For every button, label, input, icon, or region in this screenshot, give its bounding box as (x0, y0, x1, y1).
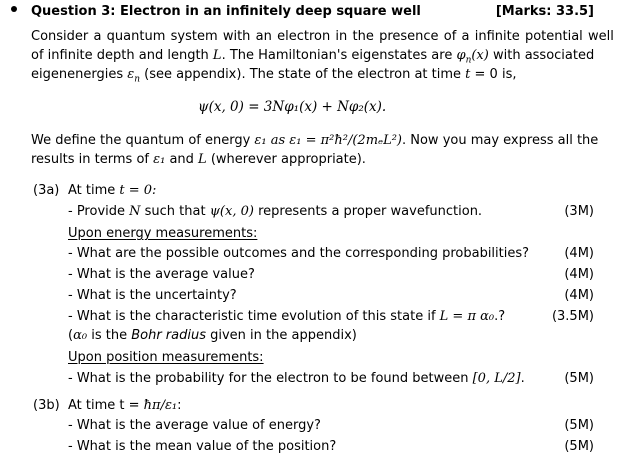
part-a-q3: - What is the average value? (68, 267, 255, 282)
text: is the (87, 328, 132, 343)
math-alpha0: α₀ (73, 328, 88, 343)
part-a-label: (3a) (33, 183, 60, 198)
text: results in terms of (31, 152, 154, 167)
bullet-icon (11, 6, 17, 12)
definition-line-1 (31, 133, 598, 149)
text: such that (140, 204, 210, 219)
math-L: L (212, 48, 222, 63)
text: (see appendix). The state of the electron at time (140, 67, 466, 82)
part-a-q6 (68, 371, 525, 387)
text: We define the quantum of energy (31, 133, 255, 148)
part-a-q5-note (68, 328, 357, 344)
math-N: N (129, 204, 141, 219)
part-b-intro (68, 398, 182, 414)
text: of infinite depth and length (31, 48, 213, 63)
part-a-q6-marks: (5M) (564, 371, 594, 386)
question-marks: [Marks: 33.5] (495, 4, 594, 19)
intro-line-3 (31, 67, 516, 88)
energy-measurements-heading: Upon energy measurements: (68, 226, 258, 241)
part-a-q1-marks: (3M) (564, 204, 594, 219)
text: : (177, 398, 182, 413)
math-epsilon-def: ε₁ as ε₁ = π²ħ²/(2mₑL²) (254, 133, 402, 148)
math-L-pi-alpha: L = π α₀ (439, 309, 495, 324)
text: represents a proper wavefunction. (253, 204, 483, 219)
math-t0: t = 0: (119, 183, 157, 198)
intro-line-2 (31, 48, 594, 69)
math-subscript: n (134, 74, 140, 85)
text: = 0 is, (470, 67, 517, 82)
text: . (520, 371, 525, 386)
text: given in the appendix) (205, 328, 357, 343)
text: - What is the characteristic time evolution of this state if (68, 309, 440, 324)
math-time: ħπ/ε₁ (143, 398, 178, 413)
part-b-q1-marks: (5M) (564, 418, 594, 433)
text: .? (494, 309, 506, 324)
text: . Now you may express all the (401, 133, 599, 148)
text: (wherever appropriate). (206, 152, 366, 167)
math-interval: [0, L/2] (472, 371, 521, 386)
intro-line-1: Consider a quantum system with an electron in the presence of a infinite potential well (31, 29, 614, 44)
text: At time (68, 183, 120, 198)
text: - What is the probability for the electron to be found between (68, 371, 473, 386)
text: - Provide (68, 204, 130, 219)
math-L: L (198, 152, 207, 167)
math-phi: φ (456, 48, 466, 63)
math-epsilon1: ε₁ (153, 152, 166, 167)
part-a-q5-marks: (3.5M) (551, 309, 594, 324)
text: and (165, 152, 199, 167)
part-a-q4-marks: (4M) (564, 288, 594, 303)
math-subscript: n (465, 55, 472, 66)
text: . The Hamiltonian's eigenstates are (221, 48, 457, 63)
position-measurements-heading: Upon position measurements: (68, 350, 264, 365)
part-a-q2: - What are the possible outcomes and the corresponding probabilities? (68, 246, 530, 261)
text: eigenenergies (31, 67, 128, 82)
question-title: Question 3: Electron in an infinitely deep square well (31, 4, 421, 19)
part-a-q4: - What is the uncertainty? (68, 288, 237, 303)
part-b-label: (3b) (33, 398, 60, 413)
state-equation: ψ(x, 0) = 3Nφ₁(x) + Nφ₂(x). (198, 99, 387, 115)
part-b-q1: - What is the average value of energy? (68, 418, 321, 433)
math-x: (x) (471, 48, 489, 63)
math-psi: ψ(x, 0) (209, 204, 254, 219)
part-a-q1 (68, 204, 482, 220)
part-a-q3-marks: (4M) (564, 267, 594, 282)
part-b-q2: - What is the mean value of the position? (68, 439, 337, 454)
bohr-radius-text: Bohr radius (131, 328, 206, 343)
part-a-q2-marks: (4M) (564, 246, 594, 261)
text: with associated (488, 48, 595, 63)
text: ( (68, 328, 74, 343)
text: At time t = (68, 398, 144, 413)
part-a-intro (68, 183, 156, 199)
definition-line-2 (31, 152, 366, 168)
math-epsilon: ε (127, 67, 135, 82)
math-t: t (465, 67, 471, 82)
part-b-q2-marks: (5M) (564, 439, 594, 454)
part-a-q5 (68, 309, 505, 325)
